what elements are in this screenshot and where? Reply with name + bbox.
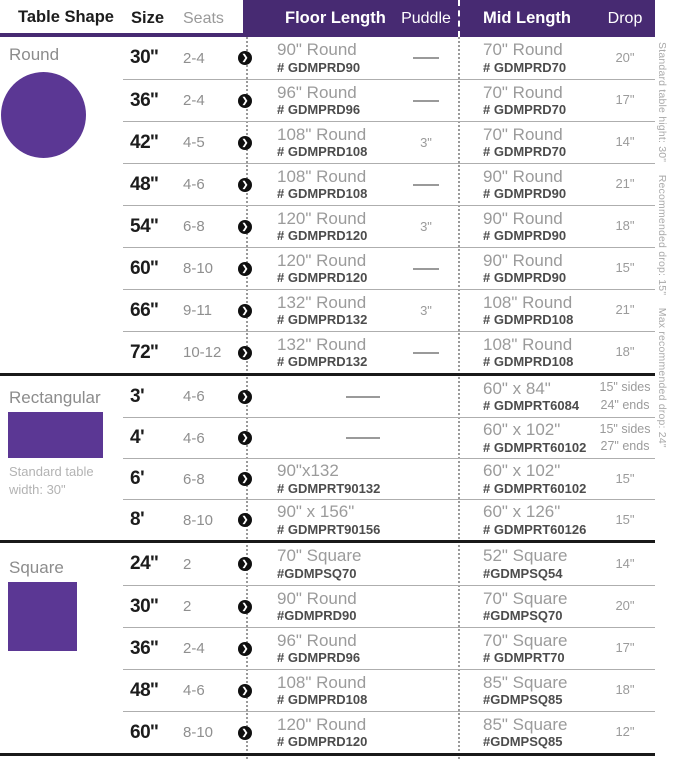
arrow-cell [225,726,265,740]
dash-placeholder [413,57,439,59]
mid-length-cell [460,293,595,329]
mid-length-cell [460,589,595,625]
item-number: # GDMPRD132 [277,354,368,370]
mid-length-cell [460,125,595,161]
arrow-cell [225,94,265,108]
mid-length-cell [460,209,595,245]
dimension-text: 96" Round [277,630,357,650]
floor-length-cell [265,167,392,203]
drop-cell [595,723,655,741]
dimension-text: 70" Round [483,82,563,102]
arrow-cell [225,304,265,318]
arrow-cell [225,600,265,614]
mid-length-cell [460,83,595,119]
section-round [0,37,655,373]
item-number: #GDMPSQ70 [483,608,563,624]
floor-length-cell [265,251,392,287]
table-row [123,711,655,753]
chevron-right-icon: ❯ [238,346,252,360]
drop-value: 14" [615,555,635,571]
item-number: # GDMPRD96 [277,102,361,118]
item-number: # GDMPRT60126 [483,521,587,537]
col-header-floor-length: Floor Length [285,9,386,27]
size-cell: 54'' [130,215,159,237]
chevron-right-icon: ❯ [238,51,252,65]
table-row [123,289,655,331]
table-header [0,0,679,37]
drop-cell [595,343,655,361]
drop-value-secondary: 27" ends [600,439,650,453]
mid-length-cell [460,502,595,538]
dimension-text: 120" Round [277,714,367,734]
mid-length-cell [460,335,595,371]
dash-placeholder [413,184,439,186]
size-cell: 4' [130,427,145,448]
seats-cell: 2 [183,555,192,573]
mid-length-cell [460,379,595,415]
chevron-right-icon: ❯ [238,390,252,404]
drop-cell [595,511,655,529]
item-number: #GDMPSQ85 [483,734,563,750]
size-cell: 6' [130,468,145,489]
drop-value: 18" [615,682,635,698]
mid-length-cell [460,631,595,667]
dimension-text: 132" Round [277,334,367,354]
size-cell: 24'' [130,553,159,574]
arrow-cell [225,178,265,192]
size-cell: 30'' [130,595,159,617]
drop-value: 21" [615,176,635,192]
item-number: # GDMPRD120 [277,270,368,286]
dimension-text: 108" Round [483,334,573,354]
floor-length-cell [265,546,392,582]
item-number: #GDMPSQ70 [277,565,357,581]
table-row [123,585,655,627]
dimension-text: 108" Round [277,166,367,186]
seats-cell: 10-12 [183,344,222,361]
square-icon [8,582,77,651]
shape-label: Square [9,558,64,577]
drop-cell [595,555,655,573]
dash-placeholder [413,268,439,270]
size-cell: 30'' [130,47,159,68]
col-header-seats: Seats [183,9,224,27]
puddle-cell: 3" [420,303,432,318]
seats-cell: 4-6 [183,429,205,447]
table-row [123,247,655,289]
drop-cell [595,91,655,109]
arrow-cell [225,390,265,404]
floor-length-cell [265,461,392,497]
puddle-cell [392,100,460,102]
seats-cell: 2-4 [183,49,205,67]
col-header-puddle: Puddle [401,9,451,27]
drop-cell [595,259,655,277]
item-number: # GDMPRD132 [277,312,368,328]
mid-length-cell [460,40,595,76]
drop-value: 15" [615,260,635,276]
table-row [123,499,655,540]
arrow-cell [225,472,265,486]
chevron-right-icon: ❯ [238,94,252,108]
puddle-cell [392,352,460,354]
dimension-text: 70" Square [483,630,568,650]
drop-value: 20" [615,598,635,614]
drop-value: 17" [615,92,635,108]
drop-value: 14" [615,134,635,150]
drop-cell [595,379,655,414]
mid-length-cell [460,420,595,456]
puddle-cell: 3" [420,219,432,234]
puddle-cell [392,184,460,186]
arrow-cell [225,513,265,527]
seats-cell: 2-4 [183,640,205,657]
header-dashed-divider [458,0,460,37]
arrow-cell [225,431,265,445]
chevron-right-icon: ❯ [238,684,252,698]
arrow-cell [225,51,265,65]
shape-label: Rectangular [9,388,101,407]
table-row [123,376,655,417]
table-body [0,37,679,756]
drop-cell [595,301,655,319]
item-number: # GDMPRD108 [483,354,574,370]
size-cell: 48'' [130,173,159,195]
seats-cell: 4-6 [183,388,205,405]
floor-length-cell [265,502,392,538]
item-number: # GDMPRD90 [277,59,361,75]
table-row [123,669,655,711]
table-row [123,543,655,585]
size-cell: 36'' [130,637,159,659]
drop-cell [595,175,655,193]
col-header-size: Size [131,9,165,27]
col-header-drop: Drop [607,9,643,27]
item-number: # GDMPRT90156 [277,521,381,537]
dimension-text: 108" Round [483,292,573,312]
drop-value: 20" [615,49,635,65]
item-number: # GDMPRT60102 [483,480,587,496]
drop-value: 12" [615,724,635,740]
chevron-right-icon: ❯ [238,262,252,276]
mid-length-cell [460,546,595,582]
dimension-text: 120" Round [277,208,367,228]
table-row [123,331,655,373]
item-number: # GDMPRT90132 [277,480,381,496]
seats-cell: 6-8 [183,218,205,235]
size-cell: 66'' [130,299,159,321]
shape-label: Round [9,45,60,64]
item-number: # GDMPRT6084 [483,398,580,414]
drop-value: 18" [615,218,635,234]
dash-placeholder [413,100,439,102]
dash-placeholder [413,352,439,354]
item-number: #GDMPRD90 [277,608,357,624]
dimension-text: 90" Round [277,588,357,608]
floor-length-cell [265,209,392,245]
item-number: # GDMPRD108 [277,186,368,202]
dimension-text: 60" x 102" [483,420,561,440]
dimension-text: 108" Round [277,672,367,692]
drop-cell [595,49,655,67]
floor-length-cell [265,335,392,371]
circle-icon [1,72,86,158]
mid-length-cell [460,461,595,497]
chevron-right-icon: ❯ [238,136,252,150]
size-cell: 60'' [130,257,159,279]
floor-length-cell [265,40,392,76]
drop-cell [595,421,655,456]
size-cell: 8' [130,509,145,530]
size-cell: 36'' [130,89,159,111]
drop-cell [595,133,655,151]
floor-length-cell [265,715,392,751]
dimension-text: 90"x132 [277,461,339,481]
dimension-text: 70" Square [277,546,362,566]
drop-cell [595,597,655,615]
floor-length-cell [265,437,460,439]
dimension-text: 85" Square [483,672,568,692]
section-rectangular [0,373,655,543]
table-row [123,205,655,247]
table-row [123,163,655,205]
item-number: # GDMPRD108 [483,312,574,328]
chevron-right-icon: ❯ [238,304,252,318]
chevron-right-icon: ❯ [238,600,252,614]
dimension-text: 60" x 102" [483,461,561,481]
dimension-text: 70" Round [483,124,563,144]
dimension-text: 90" Round [483,166,563,186]
arrow-cell [225,557,265,571]
table-row [123,417,655,458]
arrow-cell [225,642,265,656]
puddle-cell [392,57,460,59]
dimension-text: 108" Round [277,124,367,144]
seats-cell: 8-10 [183,724,214,741]
chevron-right-icon: ❯ [238,220,252,234]
drop-cell [595,681,655,699]
drop-cell [595,470,655,488]
dimension-text: 90" Round [483,208,563,228]
item-number: # GDMPRD120 [277,228,368,244]
dimension-text: 52" Square [483,546,568,566]
arrow-cell [225,684,265,698]
size-cell: 60'' [130,721,159,743]
seats-cell: 4-5 [183,134,205,151]
seats-cell: 2-4 [183,92,205,109]
dash-placeholder [346,437,380,439]
seats-cell: 8-10 [183,511,214,529]
seats-cell: 8-10 [183,260,214,277]
drop-value: 15" [615,511,635,527]
floor-length-cell [265,83,392,119]
floor-length-cell [265,673,392,709]
mid-length-cell [460,251,595,287]
chevron-right-icon: ❯ [238,513,252,527]
seats-cell: 6-8 [183,470,205,488]
drop-value: 17" [615,640,635,656]
dash-placeholder [346,396,380,398]
dimension-text: 60" x 126" [483,502,561,522]
drop-value: 21" [615,302,635,318]
chevron-right-icon: ❯ [238,472,252,486]
shape-note: Standard table width: 30" [9,464,94,497]
dimension-text: 90" x 156" [277,502,355,522]
dimension-text: 70" Square [483,588,568,608]
puddle-cell: 3" [420,135,432,150]
item-number: # GDMPRD70 [483,59,567,75]
item-number: # GDMPRD70 [483,102,567,118]
side-note: Standard table hight: 30" Recommended drop: 15" Max recommended drop: 24" [656,42,668,448]
dimension-text: 60" x 84" [483,378,551,398]
item-number: #GDMPSQ85 [483,692,563,708]
arrow-cell [225,262,265,276]
floor-length-cell [265,631,392,667]
mid-length-cell [460,715,595,751]
arrow-cell [225,220,265,234]
item-number: # GDMPRD70 [483,144,567,160]
item-number: # GDMPRD90 [483,270,567,286]
item-number: # GDMPRD108 [277,692,368,708]
drop-cell [595,217,655,235]
item-number: #GDMPSQ54 [483,565,563,581]
col-header-mid-length: Mid Length [483,9,571,27]
size-cell: 3' [130,385,145,407]
chevron-right-icon: ❯ [238,178,252,192]
seats-cell: 4-6 [183,176,205,193]
item-number: # GDMPRT70 [483,650,565,666]
dimension-text: 90" Round [483,250,563,270]
mid-length-cell [460,167,595,203]
size-cell: 72'' [130,341,159,363]
chevron-right-icon: ❯ [238,557,252,571]
seats-cell: 9-11 [183,302,212,319]
floor-length-cell [265,293,392,329]
arrow-cell [225,346,265,360]
chevron-right-icon: ❯ [238,431,252,445]
section-square [0,543,655,756]
mid-length-cell [460,673,595,709]
drop-cell [595,639,655,657]
dimension-text: 132" Round [277,292,367,312]
dimension-text: 96" Round [277,82,357,102]
drop-value: 15" sides [599,380,651,394]
item-number: # GDMPRD96 [277,650,361,666]
drop-value: 15" sides [599,421,651,436]
table-row [123,79,655,121]
chevron-right-icon: ❯ [238,726,252,740]
puddle-cell [392,268,460,270]
item-number: # GDMPRD108 [277,144,368,160]
dimension-text: 70" Round [483,40,563,60]
table-row [123,121,655,163]
rectangle-icon [8,412,103,458]
floor-length-cell [265,589,392,625]
arrow-cell [225,136,265,150]
dimension-text: 85" Square [483,714,568,734]
table-row [123,37,655,79]
seats-cell: 4-6 [183,682,205,699]
seats-cell: 2 [183,598,192,615]
chevron-right-icon: ❯ [238,642,252,656]
item-number: # GDMPRD120 [277,734,368,750]
table-row [123,627,655,669]
item-number: # GDMPRT60102 [483,439,587,455]
drop-value: 18" [615,344,635,360]
header-grid [123,0,655,37]
size-cell: 42'' [130,131,159,153]
table-row [123,458,655,499]
drop-value: 15" [615,470,635,486]
dimension-text: 120" Round [277,250,367,270]
item-number: # GDMPRD90 [483,186,567,202]
floor-length-cell [265,396,460,398]
col-header-table-shape: Table Shape [18,8,114,26]
size-cell: 48'' [130,679,159,701]
item-number: # GDMPRD90 [483,228,567,244]
dimension-text: 90" Round [277,40,357,60]
drop-value-secondary: 24" ends [600,397,650,412]
floor-length-cell [265,125,392,161]
